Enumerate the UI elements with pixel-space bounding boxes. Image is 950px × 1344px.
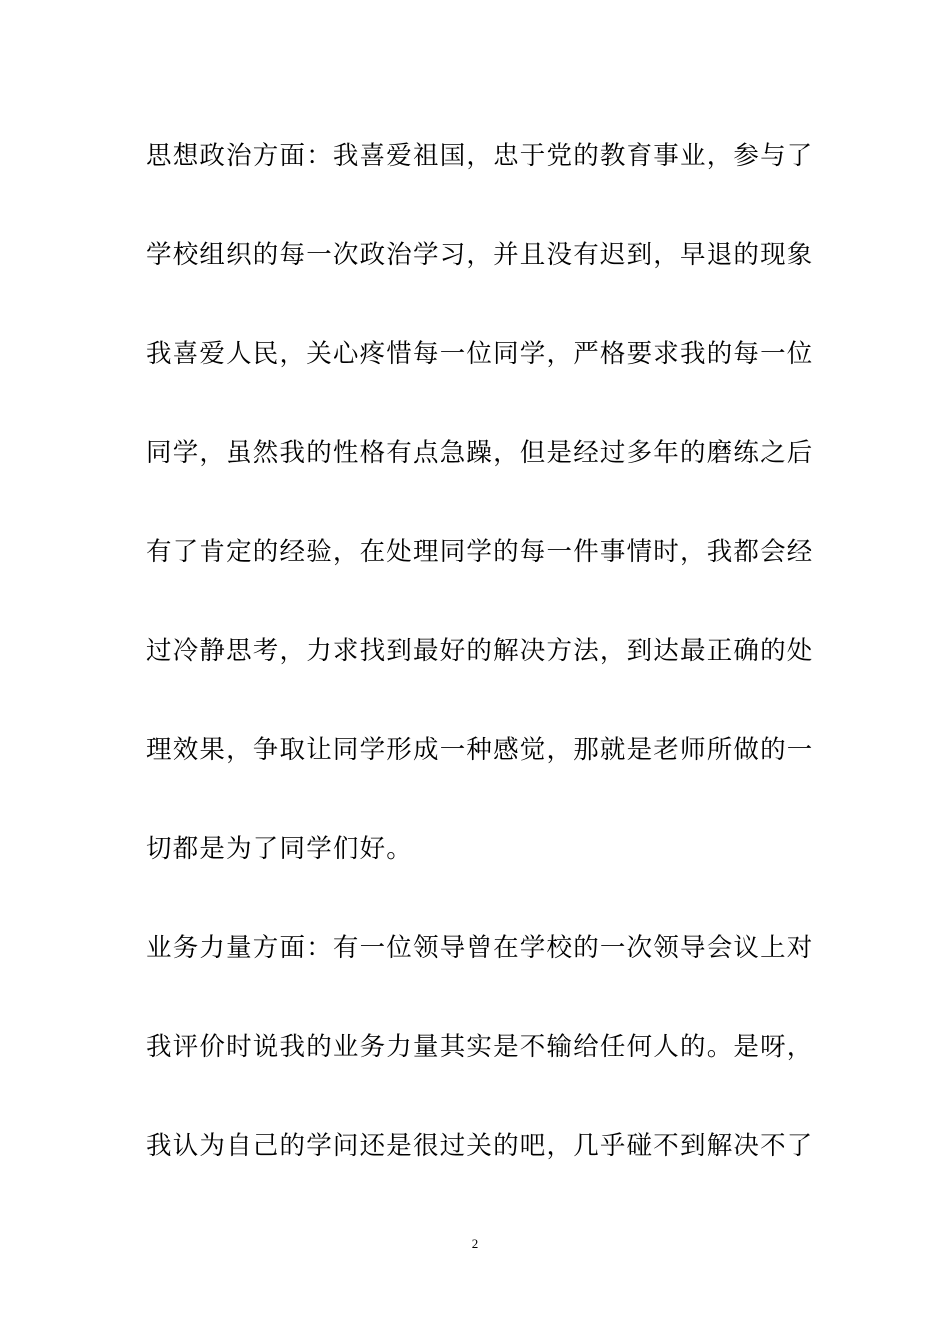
text-line: 同学，虽然我的性格有点急躁，但是经过多年的磨练之后 [146,438,814,468]
page-number: 2 [471,1236,479,1251]
text-line: 我认为自己的学问还是很过关的吧，几乎碰不到解决不了 [146,1131,814,1161]
text-line: 业务力量方面：有一位领导曾在学校的一次领导会议上对 [146,933,814,963]
text-line: 我评价时说我的业务力量其实是不输给任何人的。是呀， [146,1032,814,1062]
text-line: 切都是为了同学们好。 [146,834,414,864]
text-line: 理效果，争取让同学形成一种感觉，那就是老师所做的一 [146,735,814,765]
text-line: 思想政治方面：我喜爱祖国，忠于党的教育事业，参与了 [146,141,814,171]
text-line: 过冷静思考，力求找到最好的解决方法，到达最正确的处 [146,636,814,666]
text-line: 有了肯定的经验，在处理同学的每一件事情时，我都会经 [146,537,814,567]
text-line: 学校组织的每一次政治学习，并且没有迟到，早退的现象 [146,240,814,270]
body-text [146,127,814,1216]
text-line: 我喜爱人民，关心疼惜每一位同学，严格要求我的每一位 [146,339,814,369]
